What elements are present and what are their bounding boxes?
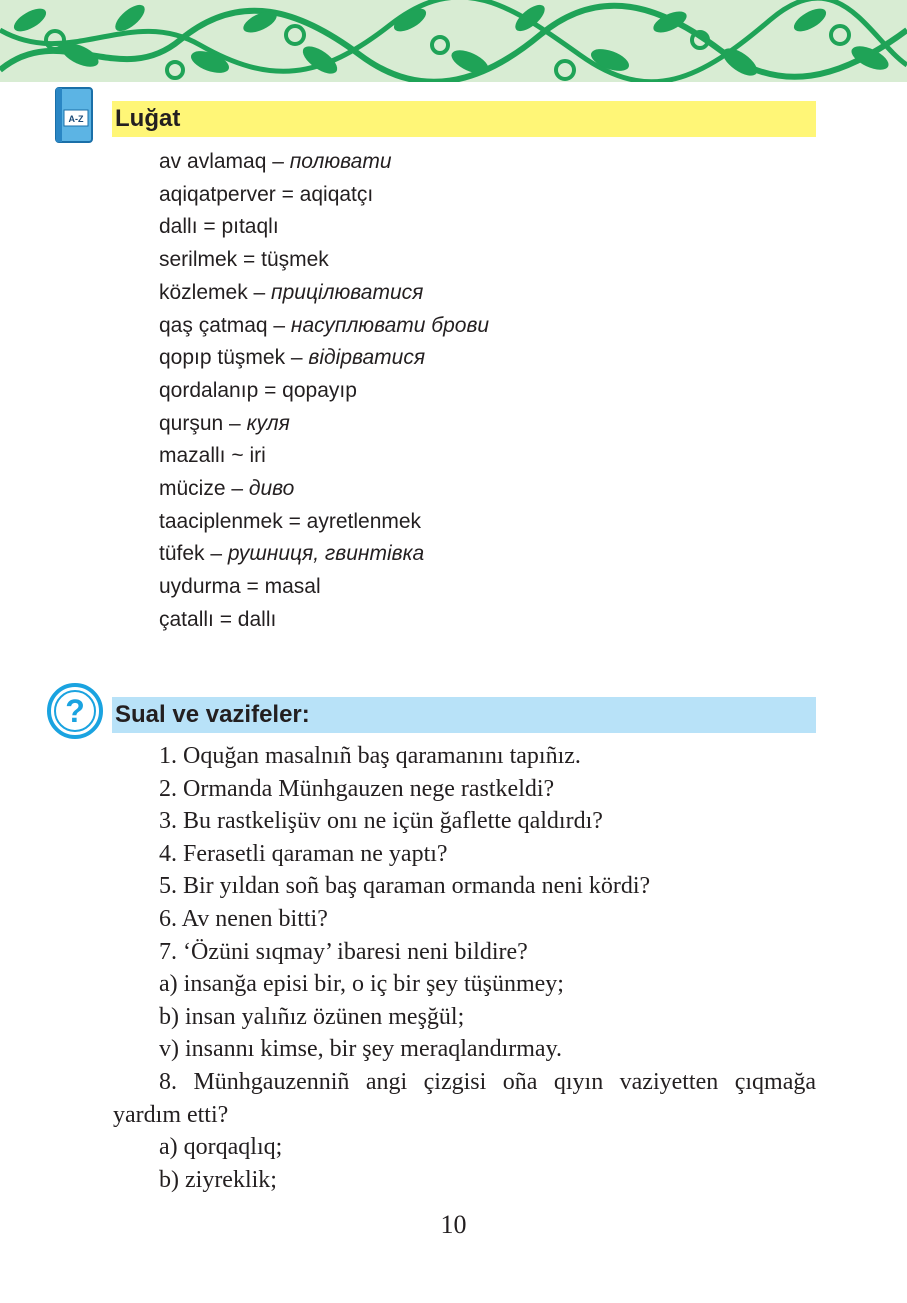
question-line: 4. Ferasetli qaraman ne yaptı? — [159, 840, 448, 867]
vocabulary-term: çatallı = dallı — [159, 607, 277, 631]
vocabulary-term: uydurma = masal — [159, 575, 321, 599]
question-line: b) ziyreklik; — [159, 1166, 277, 1193]
vocabulary-term: tüfek – — [159, 542, 228, 566]
floral-ornament-banner — [0, 0, 907, 82]
vocabulary-list — [159, 146, 489, 637]
question-line: 1. Oquğan masalnıñ baş qaramanını tapıñız. — [159, 743, 581, 769]
vocabulary-entry — [159, 604, 489, 637]
question-line: 3. Bu rastkelişüv onı ne içün ğaflette qaldırdı? — [159, 808, 603, 835]
vocabulary-term: aqiqatperver = aqiqatçı — [159, 182, 374, 206]
vocabulary-translation: куля — [246, 411, 290, 435]
question-line: 2. Ormanda Münhgauzen nege rastkeldi? — [159, 775, 555, 802]
question-line: 5. Bir yıldan soñ baş qaraman ormanda neni kördi? — [159, 873, 651, 900]
floral-ornament-icon — [0, 0, 907, 82]
vocabulary-heading-bar — [112, 101, 816, 137]
vocabulary-translation: диво — [248, 477, 295, 501]
vocabulary-entry — [159, 473, 489, 506]
questions-heading-bar — [112, 697, 816, 733]
page-number: 10 — [440, 1210, 467, 1239]
vocabulary-term: mücize – — [159, 477, 249, 501]
vocabulary-entry — [159, 211, 489, 244]
vocabulary-entry — [159, 375, 489, 408]
vocabulary-translation: полювати — [289, 150, 392, 173]
vocabulary-translation: рушниця, гвинтівка — [227, 542, 425, 566]
dictionary-book-icon — [54, 86, 96, 144]
vocabulary-entry — [159, 146, 489, 179]
vocabulary-term: qopıp tüşmek – — [159, 346, 309, 370]
vocabulary-term: dallı = pıtaqlı — [159, 215, 279, 239]
vocabulary-entry — [159, 310, 489, 343]
vocabulary-term: mazallı ~ iri — [159, 444, 266, 468]
question-glyph: ? — [65, 693, 85, 729]
question-line: a) insanğa episi bir, o iç bir şey tüşünmey; — [159, 971, 564, 998]
vocabulary-term: taaciplenmek = ayretlenmek — [159, 509, 422, 533]
question-mark-icon — [46, 682, 104, 740]
vocabulary-entry — [159, 342, 489, 375]
vocabulary-translation: прицілюватися — [271, 280, 424, 304]
vocabulary-entry — [159, 179, 489, 212]
vocabulary-title: Luğat — [115, 105, 181, 132]
questions-title: Sual ve vazifeler: — [115, 701, 310, 728]
vocabulary-entry — [159, 244, 489, 277]
vocabulary-term: közlemek – — [159, 280, 272, 304]
vocabulary-term: serilmek = tüşmek — [159, 248, 329, 272]
question-line: b) insan yalıñız özünen meşğül; — [159, 1003, 465, 1030]
question-line: 6. Av nenen bitti? — [159, 905, 328, 932]
vocabulary-translation: відірватися — [308, 346, 426, 370]
vocabulary-translation: насуплювати брови — [290, 313, 490, 337]
vocabulary-entry — [159, 506, 489, 539]
vocabulary-term: qordalanıp = qopayıp — [159, 378, 357, 402]
vocabulary-term: qaş çatmaq – — [159, 313, 291, 337]
question-line: 7. ‘Özüni sıqmay’ ibaresi neni bildire? — [159, 938, 528, 965]
book-icon-label: A-Z — [68, 114, 84, 124]
question-line: 8. Münhgauzenniñ angi çizgisi oña qıyın vaziyetten çıqmağa yardım etti? — [113, 1068, 816, 1128]
vocabulary-entry — [159, 408, 489, 441]
vocabulary-entry — [159, 277, 489, 310]
vocabulary-entry — [159, 440, 489, 473]
questions-list — [113, 740, 816, 1196]
question-line: a) qorqaqlıq; — [159, 1134, 283, 1161]
vocabulary-entry — [159, 571, 489, 604]
vocabulary-term: qurşun – — [159, 411, 247, 435]
vocabulary-term: av avlamaq – — [159, 150, 290, 173]
question-line: v) insannı kimse, bir şey meraqlandırmay. — [159, 1036, 563, 1063]
vocabulary-entry — [159, 538, 489, 571]
